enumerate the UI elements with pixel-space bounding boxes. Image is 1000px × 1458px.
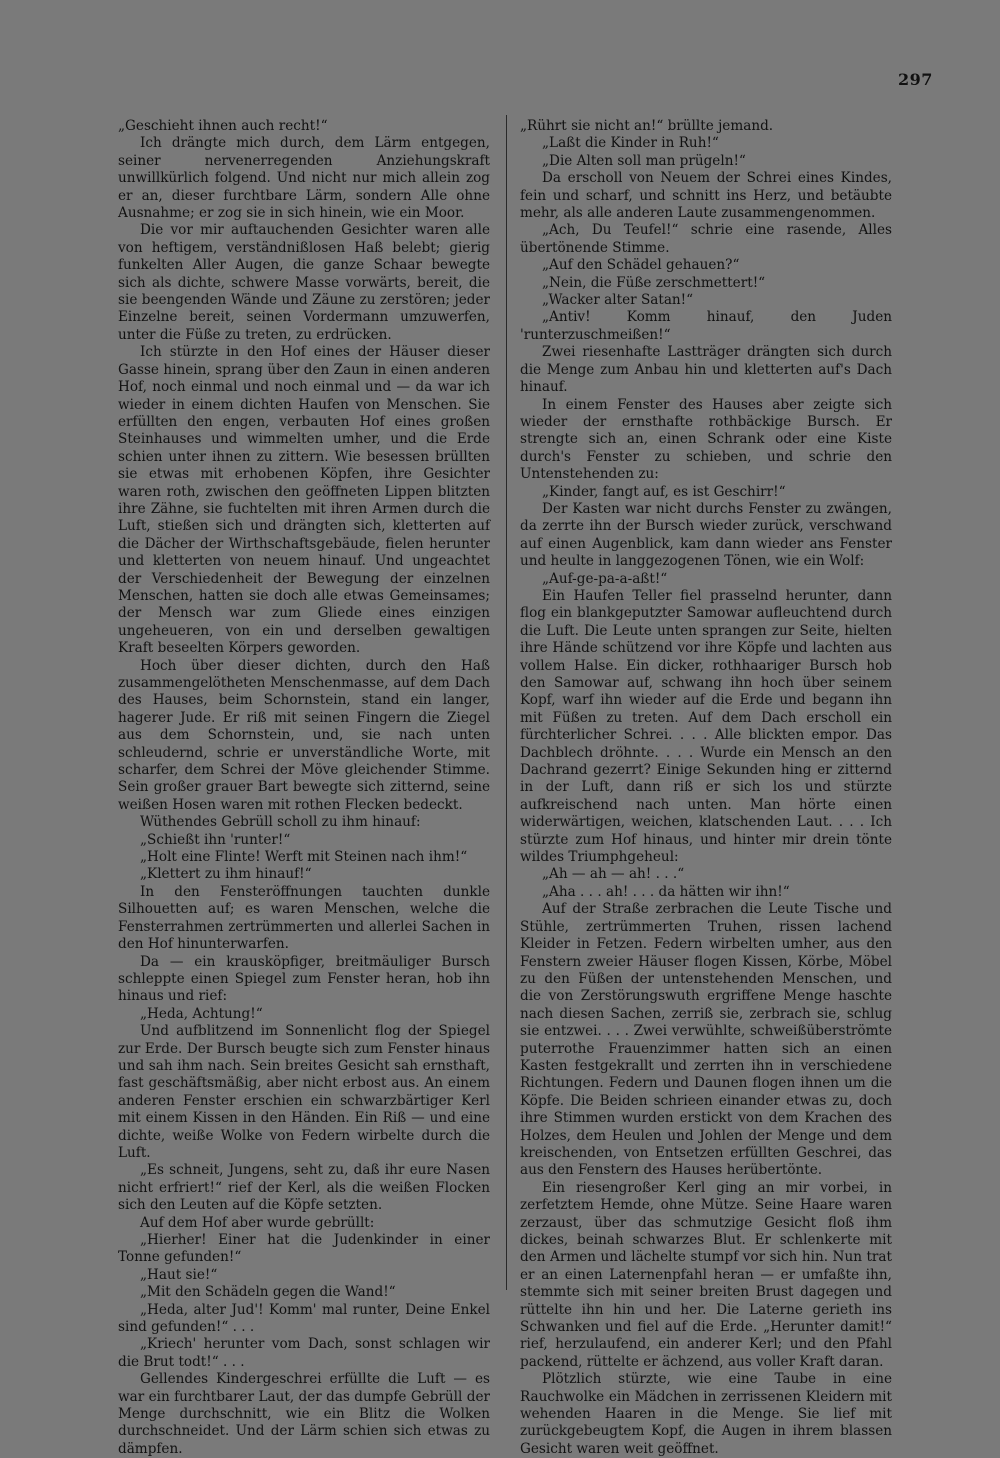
paragraph: „Geschieht ihnen auch recht!“ xyxy=(118,118,328,134)
paragraph: „Heda, Achtung!“ xyxy=(140,1005,263,1022)
paragraph: „Klettert zu ihm hinauf!“ xyxy=(140,866,312,883)
paragraph: „Es schneit, Jungens, seht zu, daß ihr eure Nasen nicht erfriert!“ rief der Kerl, als die weißen Flocken sich den Leuten auf die Köpfe setzten. xyxy=(118,1162,490,1214)
paragraph: „Wacker alter Satan!“ xyxy=(542,292,694,309)
paragraph: „Laßt die Kinder in Ruh!“ xyxy=(542,135,719,152)
paragraph: Und aufblitzend im Sonnenlicht flog der Spiegel zur Erde. Der Bursch beugte sich zum Fenster hinaus und sah ihm nach. Sein breites Gesicht sah ernsthaft, fast geschäftsmäßig, aber nicht erbost aus. An einem anderen Fenster erschien ein schwarzbärtiger Kerl mit einem Kissen in den Händen. Ein Riß — und eine dichte, weiße Wolke von Federn wirbelte durch die Luft. xyxy=(118,1023,490,1161)
paragraph: Zwei riesenhafte Lastträger drängten sich durch die Menge zum Anbau hin und kletterten auf's Dach hinauf. xyxy=(520,344,892,396)
paragraph: Ich stürzte in den Hof eines der Häuser dieser Gasse hinein, sprang über den Zaun in einen anderen Hof, noch einmal und noch einmal und — da war ich wieder in einem dichten Haufen von Menschen. Sie erfüllten den engen, verbauten Hof eines großen Steinhauses und wimmelten umher, und die Erde schien unter ihnen zu zittern. Wie besessen brüllten sie etwas mit erhobenen Köpfen, ihre Gesichter waren roth, zwischen den geöffneten Lippen blitzten ihre Zähne, sie fuchtelten mit ihren Armen durch die Luft, stießen sich und drängten sich, kletterten auf die Dächer der Wirthschaftsgebäude, fielen herunter und kletterten von neuem hinauf. Und ungeachtet der Verschiedenheit der Bewegung der einzelnen Menschen, hatten sie doch alle etwas Gemeinsames; der Mensch war zum Gliede eines einzigen ungeheueren, von ein und derselben gewaltigen Kraft beseelten Körpers geworden. xyxy=(118,344,490,657)
paragraph: Da — ein krausköpfiger, breitmäuliger Bursch schleppte einen Spiegel zum Fenster heran, hob ihn hinaus und rief: xyxy=(118,953,490,1005)
paragraph: Auf dem Hof aber wurde gebrüllt: xyxy=(140,1214,375,1231)
right-text-column xyxy=(520,118,892,1458)
paragraph: Wüthendes Gebrüll scholl zu ihm hinauf: xyxy=(140,814,421,831)
paragraph: „Kriech' herunter vom Dach, sonst schlagen wir die Brut todt!“ . . . xyxy=(118,1336,490,1370)
paragraph: In einem Fenster des Hauses aber zeigte sich wieder der ernsthafte rothbäckige Bursch. Er strengte sich an, einen Schrank oder eine Kiste durch's Fenster zu schieben, und schrie den Untenstehenden zu: xyxy=(520,396,892,483)
paragraph: Hoch über dieser dichten, durch den Haß zusammengelötheten Menschenmasse, auf dem Dach des Hauses, beim Schornstein, stand ein langer, hagerer Jude. Er riß mit seinen Fingern die Ziegel aus dem Schornstein, und, sie nach unten schleudernd, schrie er unverständliche Worte, mit scharfer, dem Schrei der Möve gleichender Stimme. Sein großer grauer Bart bewegte sich zitternd, seine weißen Hosen waren mit rothen Flecken bedeckt. xyxy=(118,657,490,813)
paragraph: „Rührt sie nicht an!“ brüllte jemand. xyxy=(520,118,774,134)
paragraph: Plötzlich stürzte, wie eine Taube in eine Rauchwolke ein Mädchen in zerrissenen Kleidern mit wehenden Haaren in die Menge. Sie lief mit zurückgebeugtem Kopf, die Augen in ihrem blassen Gesicht waren weit geöffnet. xyxy=(520,1371,892,1457)
paragraph: „Kinder, fangt auf, es ist Geschirr!“ xyxy=(542,483,786,500)
paragraph: Ein Haufen Teller fiel prasselnd herunter, dann flog ein blankgeputzter Samowar aufleuchtend durch die Luft. Die Leute unten sprangen zur Seite, hielten ihre Hände schützend vor ihre Köpfe und lachten aus vollem Halse. Ein dicker, rothhaariger Bursch hob den Samowar auf, schwang ihn hoch über seinem Kopf, warf ihn wieder auf die Erde und begann ihn mit Füßen zu treten. Auf dem Dach erscholl ein fürchterlicher Schrei. . . . Alle blickten empor. Das Dachblech dröhnte. . . . Wurde ein Mensch an den Dachrand gezerrt? Einige Sekunden hing er zitternd in der Luft, dann riß er sich los und stürzte aufkreischend nach unten. Man hörte einen widerwärtigen, weichen, klatschenden Laut. . . . Ich stürzte zum Hof hinaus, und hinter mir drein tönte wildes Triumphgeheul: xyxy=(520,587,892,866)
paragraph: „Haut sie!“ xyxy=(140,1266,218,1283)
paragraph: „Heda, alter Jud'! Komm' mal runter, Deine Enkel sind gefunden!“ . . . xyxy=(118,1301,490,1336)
paragraph: Gellendes Kindergeschrei erfüllte die Luft — es war ein furchtbarer Laut, der das dumpfe Gebrüll der Menge durchschnitt, wie ein Blitz die Wolken durchschneidet. Und der Lärm schien sich etwas zu dämpfen. xyxy=(118,1371,490,1457)
page-number: 297 xyxy=(898,70,933,89)
paragraph: Ein riesengroßer Kerl ging an mir vorbei, in zerfetztem Hemde, ohne Mütze. Seine Haare waren zerzaust, über das schmutzige Gesicht floß ihm dickes, beinah schwarzes Blut. Er schlenkerte mit den Armen und lächelte stumpf vor sich hin. Nun trat er an einen Laternenpfahl heran — er umfaßte ihn, stemmte sich mit seiner breiten Brust dagegen und rüttelte ihn hin und her. Die Laterne gerieth ins Schwanken und fiel auf die Erde. „Herunter damit!“ rief, herzulaufend, ein anderer Kerl; und den Pfahl packend, rüttelte er ächzend, aus voller Kraft daran. xyxy=(520,1179,892,1370)
paragraph: Da erscholl von Neuem der Schrei eines Kindes, fein und scharf, und schnitt ins Herz, und betäubte mehr, als alle anderen Laute zusammengenommen. xyxy=(520,170,892,222)
paragraph: „Holt eine Flinte! Werft mit Steinen nach ihm!“ xyxy=(140,849,468,866)
paragraph: „Ah — ah — ah! . . .“ xyxy=(542,866,685,883)
paragraph: Auf der Straße zerbrachen die Leute Tische und Stühle, zertrümmerten Truhen, rissen lachend Kleider in Fetzen. Federn wirbelten umher, aus den Fenstern zweier Häuser flogen Kissen, Körbe, Möbel zu den Füßen der untenstehenden Menschen, und die von Zerstörungswuth ergriffene Menge haschte nach diesen Sachen, zerriß sie, zerbrach sie, schlug sie entzwei. . . . Zwei verwühlte, schweißüberströmte puterrothe Frauenzimmer hatten sich an einen Kasten festgekrallt und zerrten ihn in verschiedene Richtungen. Federn und Daunen flogen ihnen um die Köpfe. Die Beiden schrieen einander etwas zu, doch ihre Stimmen wurden erstickt von dem Krachen des Holzes, dem Heulen und Johlen der Menge und dem kreischenden, von Entsetzen erfüllten Geschrei, das aus den Fenstern des Hauses herübertönte. xyxy=(520,901,892,1179)
paragraph: Ich drängte mich durch, dem Lärm entgegen, seiner nervenerregenden Anziehungskraft unwillkürlich folgend. Und nicht nur mich allein zog er an, dieser furchtbare Lärm, sondern Alle ohne Ausnahme; er zog sie in sich hinein, wie ein Moor. xyxy=(118,135,490,222)
paragraph: „Nein, die Füße zerschmettert!“ xyxy=(542,274,766,291)
paragraph: „Aha . . . ah! . . . da hätten wir ihn!“ xyxy=(542,883,790,900)
paragraph: „Auf-ge-pa-a-aßt!“ xyxy=(542,570,668,587)
paragraph: „Mit den Schädeln gegen die Wand!“ xyxy=(140,1284,396,1301)
paragraph: „Ach, Du Teufel!“ schrie eine rasende, Alles übertönende Stimme. xyxy=(520,222,892,256)
paragraph: „Hierher! Einer hat die Judenkinder in einer Tonne gefunden!“ xyxy=(118,1232,490,1266)
paragraph: „Schießt ihn 'runter!“ xyxy=(140,831,291,848)
paragraph: Die vor mir auftauchenden Gesichter waren alle von heftigem, verständnißlosen Haß belebt; gierig funkelten Aller Augen, die ganze Schaar bewegte sich als dichte, schwere Masse vorwärts, bereit, die sie beengenden Wände und Zäune zu zerstören; jeder Einzelne bereit, seinen Vordermann umzuwerfen, unter die Füße zu treten, zu erdrücken. xyxy=(118,222,490,343)
column-divider xyxy=(506,115,507,1290)
paragraph: „Antiv! Komm hinauf, den Juden 'runterzuschmeißen!“ xyxy=(520,309,892,343)
paragraph: Der Kasten war nicht durchs Fenster zu zwängen, da zerrte ihn der Bursch wieder zurück, verschwand auf einen Augenblick, kam dann wieder ans Fenster und heulte in langgezogenen Tönen, wie ein Wolf: xyxy=(520,500,892,570)
paragraph: In den Fensteröffnungen tauchten dunkle Silhouetten auf; es waren Menschen, welche die Fensterrahmen zertrümmerten und allerlei Sachen in den Hof hinunterwarfen. xyxy=(118,883,490,953)
paragraph: „Die Alten soll man prügeln!“ xyxy=(542,152,746,169)
left-text-column xyxy=(118,118,490,1458)
paragraph: „Auf den Schädel gehauen?“ xyxy=(542,257,740,274)
